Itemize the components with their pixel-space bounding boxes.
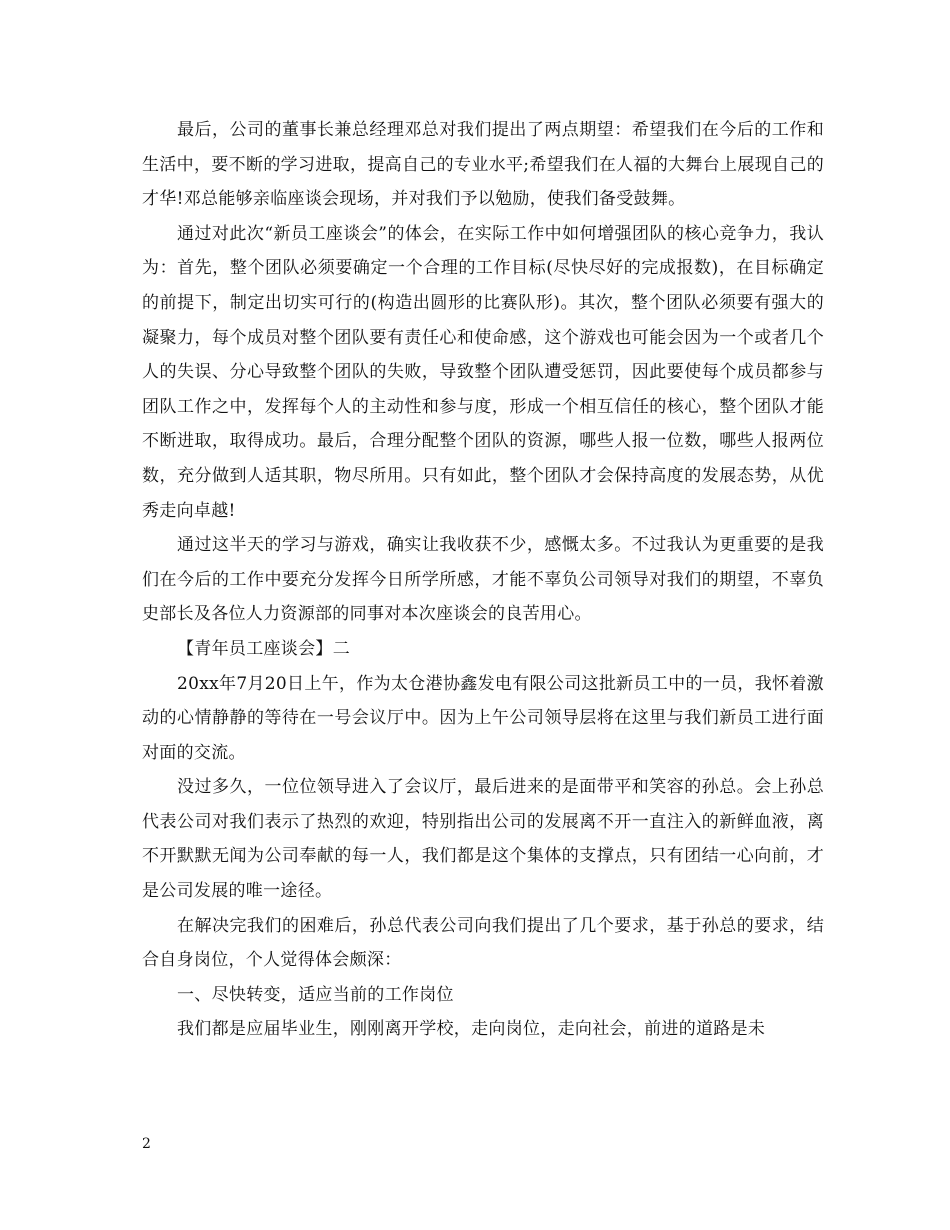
paragraph-leaders-arrive: 没过多久，一位位领导进入了会议厅，最后进来的是面带平和笑容的孙总。会上孙总代表公司对我们表示了热烈的欢迎，特别指出公司的发展离不开一直注入的新鲜血液，离不开默默无闻为公司奉献的每一人，我们都是这个集体的支撑点，只有团结一心向前，才是公司发展的唯一途径。 xyxy=(142,777,824,902)
paragraph-closing-remarks: 最后，公司的董事长兼总经理邓总对我们提出了两点期望：希望我们在今后的工作和生活中，要不断的学习进取，提高自己的专业水平;希望我们在人福的大舞台上展现自己的才华!邓总能够亲临座谈会现场，并对我们予以勉励，使我们备受鼓舞。 xyxy=(142,120,824,210)
paragraph-requirements: 在解决完我们的困难后，孙总代表公司向我们提出了几个要求，基于孙总的要求，结合自身岗位，个人觉得体会颇深： xyxy=(142,915,824,971)
paragraph-summary: 通过这半天的学习与游戏，确实让我收获不少，感慨太多。不过我认为更重要的是我们在今后的工作中要充分发挥今日所学所感，才能不辜负公司领导对我们的期望，不辜负史部长及各位人力资源部的同事对本次座谈会的良苦用心。 xyxy=(142,535,824,625)
paragraph-meeting-date: 20xx年7月20日上午，作为太仓港协鑫发电有限公司这批新员工中的一员，我怀着激动的心情静静的等待在一号会议厅中。因为上午公司领导层将在这里与我们新员工进行面对面的交流。 xyxy=(142,673,824,763)
subheading-adapt: 一、尽快转变，适应当前的工作岗位 xyxy=(177,984,454,1005)
paragraph-team-reflection: 通过对此次“新员工座谈会”的体会，在实际工作中如何增强团队的核心竞争力，我认为：首先，整个团队必须要确定一个合理的工作目标(尽快尽好的完成报数)，在目标确定的前提下，制定出切实可行的(构造出圆形的比赛队形)。其次，整个团队必须要有强大的凝聚力，每个成员对整个团队要有责任心和使命感，这个游戏也可能会因为一个或者几个人的失误、分心导致整个团队的失败，导致整个团队遭受惩罚，因此要使每个成员都参与团队工作之中，发挥每个人的主动性和参与度，形成一个相互信任的核心，整个团队才能不断进取，取得成功。最后，合理分配整个团队的资源，哪些人报一位数，哪些人报两位数，充分做到人适其职，物尽所用。只有如此，整个团队才会保持高度的发展态势，从优秀走向卓越! xyxy=(142,223,824,521)
page-number: 2 xyxy=(142,1136,151,1152)
paragraph-graduates: 我们都是应届毕业生，刚刚离开学校，走向岗位，走向社会，前进的道路是未 xyxy=(177,1019,766,1040)
section-heading: 【青年员工座谈会】二 xyxy=(177,638,350,659)
document-body xyxy=(142,113,824,1047)
